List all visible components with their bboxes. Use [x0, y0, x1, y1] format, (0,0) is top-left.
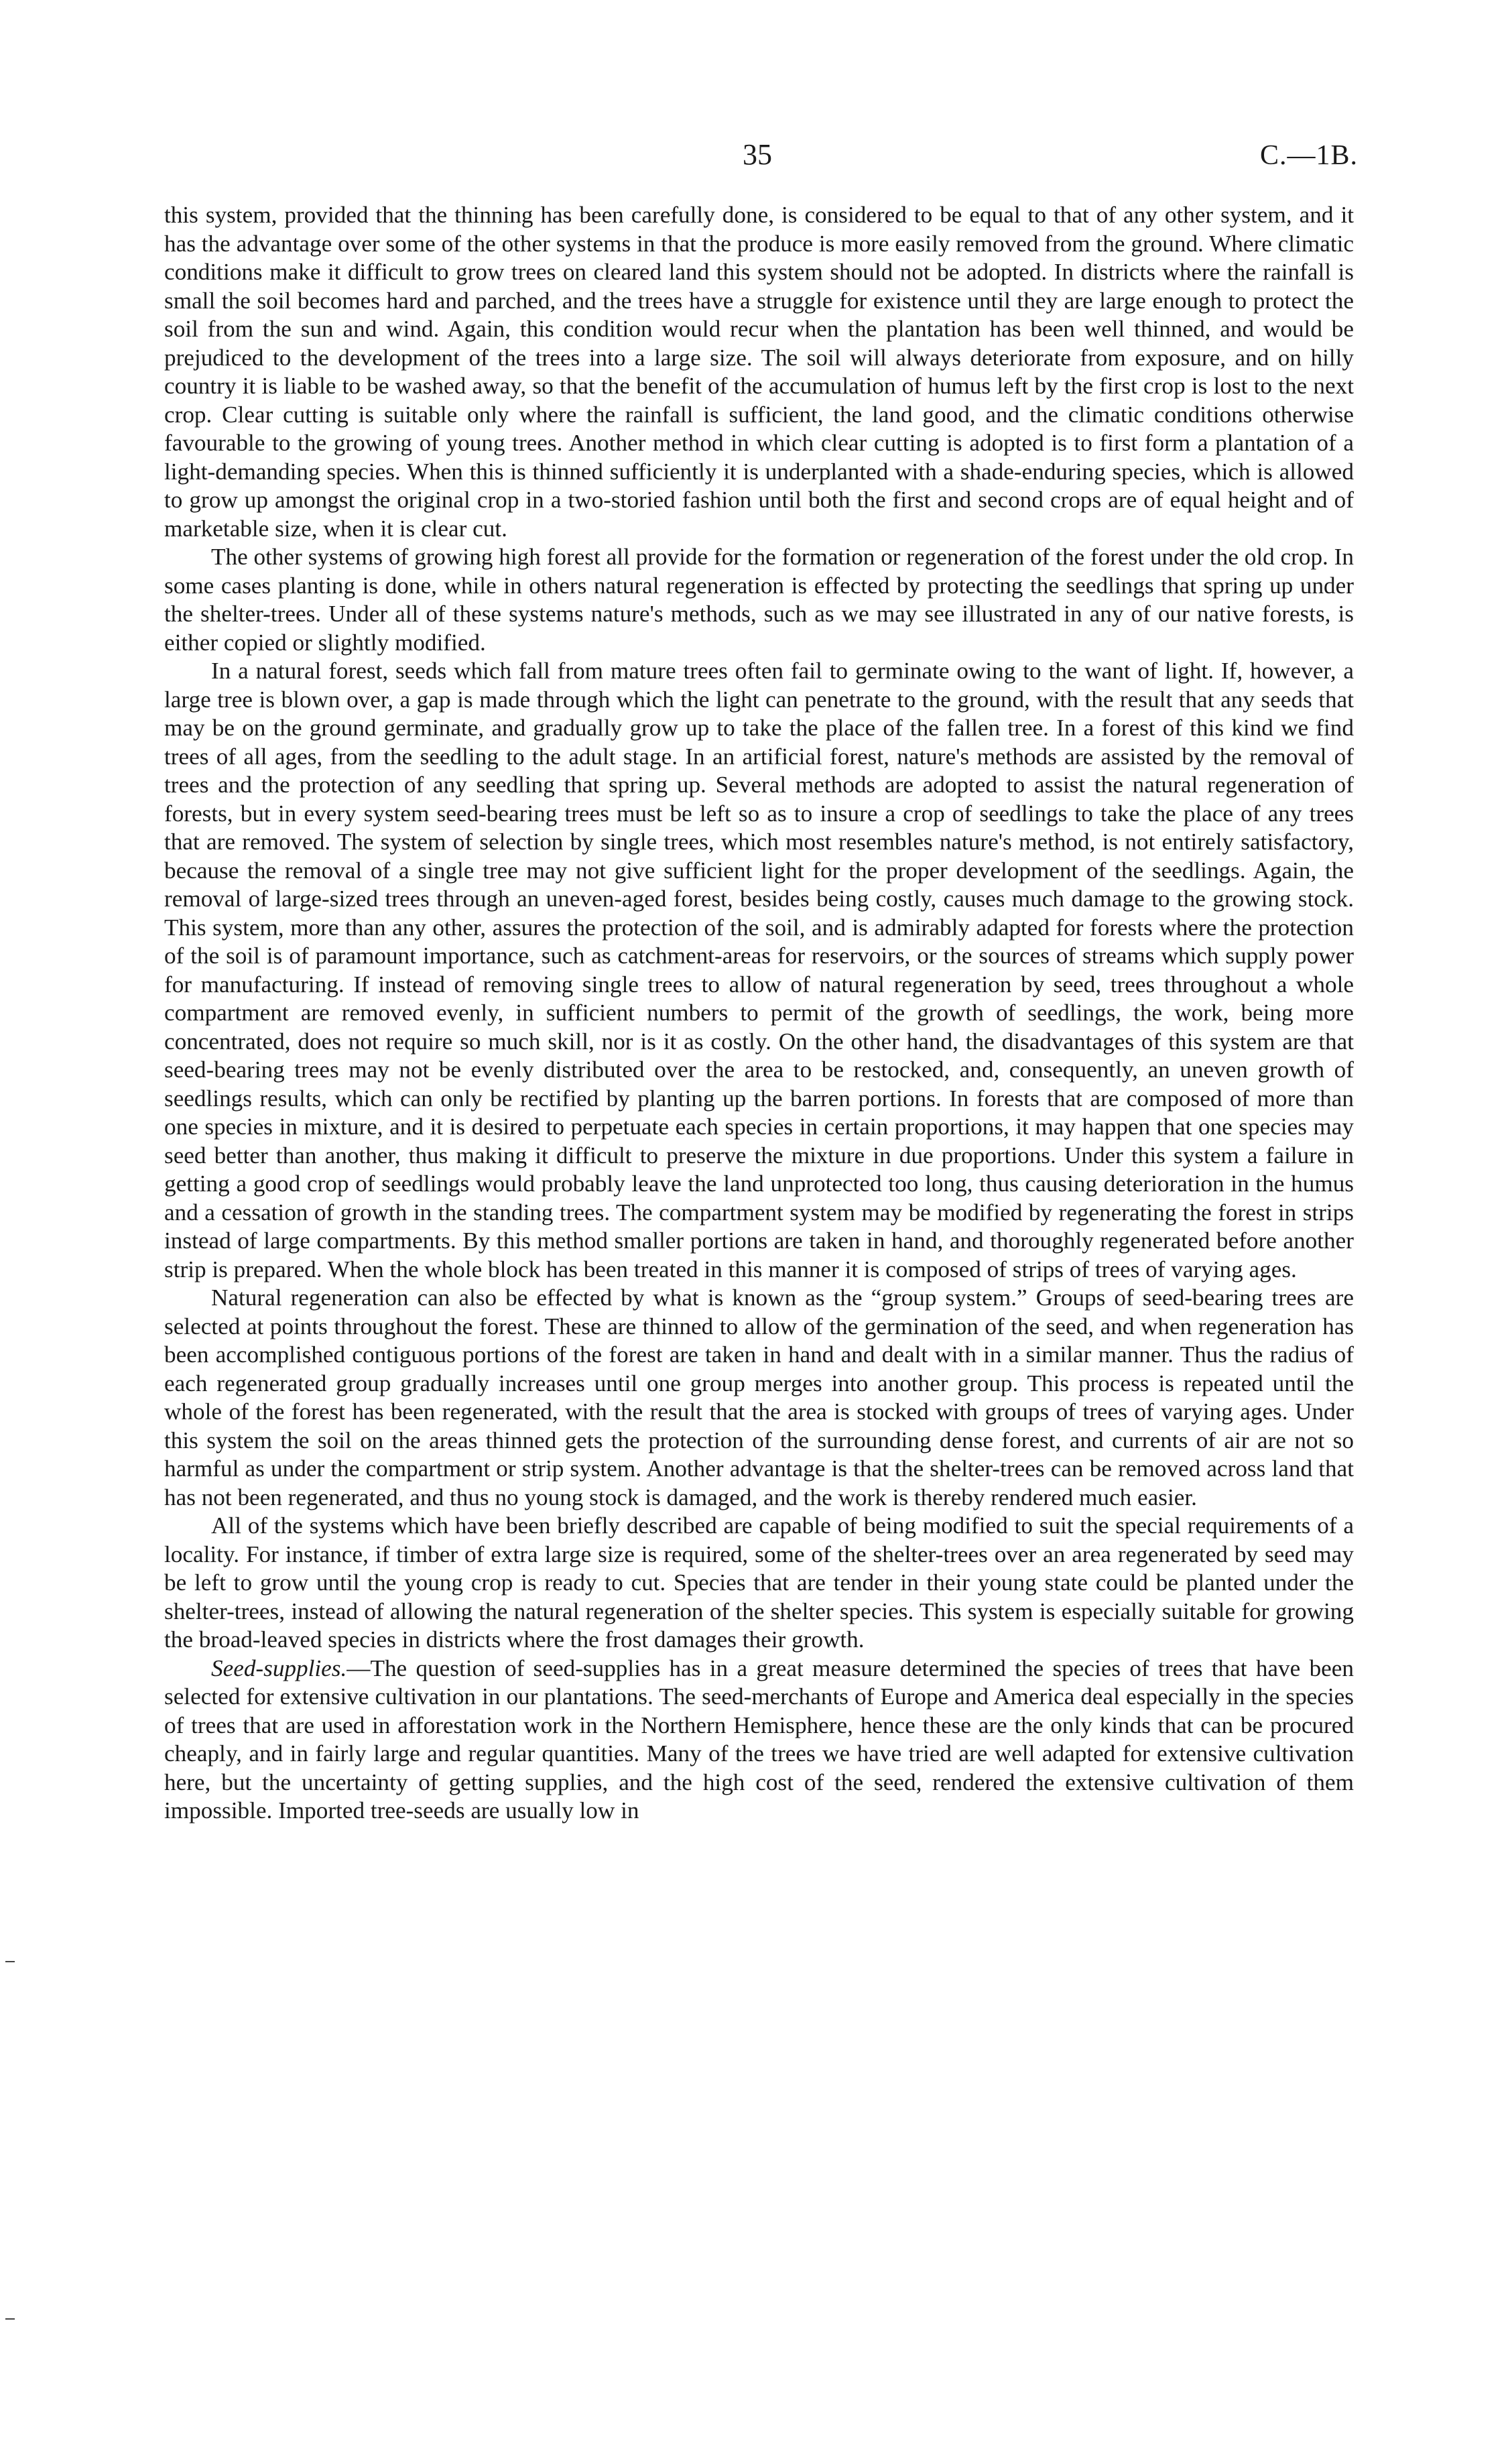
scan-margin-mark	[5, 1961, 15, 1962]
paragraph-other-systems: The other systems of growing high forest all provide for the formation or regeneration of the forest under the old crop. In some cases planting is done, while in others natural regeneration is effected by protecting the seedlings that spring up under the shelter-trees. Under all of these systems nature's methods, such as we may see illustrated in any of our native forests, is either copied or slightly modified.	[164, 544, 1354, 656]
scan-margin-mark	[5, 2318, 15, 2320]
body-text	[164, 201, 1354, 1826]
seed-supplies-text: —The question of seed-supplies has in a great measure determined the species of trees that have been selected for extensive cultivation in our plantations. The seed-merchants of Europe and America deal especially in the species of trees that are used in afforestation work in the Northern Hemisphere, hence these are the only kinds that can be procured cheaply, and in fairly large and regular quantities. Many of the trees we have tried are well adapted for extensive cultivation here, but the uncertainty of getting supplies, and the high cost of the seed, rendered the extensive cultivation of them impossible. Imported tree-seeds are usually low in	[164, 1655, 1354, 1824]
paragraph-seed-supplies	[164, 1655, 1354, 1826]
paragraph-continuation: this system, provided that the thinning has been carefully done, is considered to be equal to that of any other system, and it has the advantage over some of the other systems in that the produce is more easily removed from the ground. Where climatic conditions make it difficult to grow trees on cleared land this system should not be adopted. In districts where the rainfall is small the soil becomes hard and parched, and the trees have a struggle for existence until they are large enough to protect the soil from the sun and wind. Again, this condition would recur when the plantation has been well thinned, and would be prejudiced to the development of the trees into a large size. The soil will always deteriorate from exposure, and on hilly country it is liable to be washed away, so that the benefit of the accumulation of humus left by the first crop is lost to the next crop. Clear cutting is suitable only where the rainfall is sufficient, the land good, and the climatic conditions otherwise favourable to the growing of young trees. Another method in which clear cutting is adopted is to first form a plantation of a light-demanding species. When this is thinned sufficiently it is underplanted with a shade-enduring species, which is allowed to grow up amongst the original crop in a two-storied fashion until both the first and second crops are of equal height and of marketable size, when it is clear cut.	[164, 202, 1354, 542]
section-heading-seed-supplies: Seed-supplies.	[211, 1655, 347, 1681]
page-number: 35	[743, 138, 772, 171]
document-reference: C.—1B.	[1259, 140, 1358, 171]
paragraph-modifications: All of the systems which have been briefly described are capable of being modified to suit the special requirements of a locality. For instance, if timber of extra large size is required, some of the shelter-trees over an area regenerated by seed may be left to grow until the young crop is ready to cut. Species that are tender in their young state could be planted under the shelter-trees, instead of allowing the natural regeneration of the shelter species. This system is especially suitable for growing the broad-leaved species in districts where the frost damages their growth.	[164, 1512, 1354, 1653]
paragraph-natural-forest: In a natural forest, seeds which fall from mature trees often fail to germinate owing to the want of light. If, however, a large tree is blown over, a gap is made through which the light can penetrate to the ground, with the result that any seeds that may be on the ground germinate, and gradually grow up to take the place of the fallen tree. In a forest of this kind we find trees of all ages, from the seedling to the adult stage. In an artificial forest, nature's methods are assisted by the removal of trees and the protection of any seedling that spring up. Several methods are adopted to assist the natural regeneration of forests, but in every system seed-bearing trees must be left so as to insure a crop of seedlings to take the place of any trees that are removed. The system of selection by single trees, which most resembles nature's method, is not entirely satisfactory, because the removal of a single tree may not give sufficient light for the proper development of the seedlings. Again, the removal of large-sized trees through an uneven-aged forest, besides being costly, causes much damage to the growing stock. This system, more than any other, assures the protection of the soil, and is admirably adapted for forests where the protection of the soil is of paramount importance, such as catchment-areas for reservoirs, or the sources of streams which supply power for manufacturing. If instead of removing single trees to allow of natural regeneration by seed, trees throughout a whole compartment are removed evenly, in sufficient numbers to permit of the growth of seedlings, the work, being more concentrated, does not require so much skill, nor is it as costly. On the other hand, the disadvantages of this system are that seed-bearing trees may not be evenly distributed over the area to be restocked, and, consequently, an uneven growth of seedlings results, which can only be rectified by planting up the barren portions. In forests that are composed of more than one species in mixture, and it is desired to perpetuate each species in certain proportions, it may happen that one species may seed better than another, thus making it difficult to preserve the mixture in due proportions. Under this system a failure in getting a good crop of seedlings would probably leave the land unprotected too long, thus causing deterioration in the humus and a cessation of growth in the standing trees. The compartment system may be modified by regenerating the forest in strips instead of large compartments. By this method smaller portions are taken in hand, and thoroughly regenerated before another strip is prepared. When the whole block has been treated in this manner it is composed of strips of trees of varying ages.	[164, 658, 1354, 1282]
paragraph-group-system: Natural regeneration can also be effected by what is known as the “group system.” Groups of seed-bearing trees are selected at points throughout the forest. These are thinned to allow of the germination of the seed, and when regeneration has been accomplished contiguous portions of the forest are taken in hand and dealt with in a similar manner. Thus the radius of each regenerated group gradually increases until one group merges into another group. This process is repeated until the whole of the forest has been regenerated, with the result that the area is stocked with groups of trees of varying ages. Under this system the soil on the areas thinned gets the protection of the surrounding dense forest, and currents of air are not so harmful as under the compartment or strip system. Another advantage is that the shelter-trees can be removed across land that has not been regenerated, and thus no young stock is damaged, and the work is thereby rendered much easier.	[164, 1285, 1354, 1510]
